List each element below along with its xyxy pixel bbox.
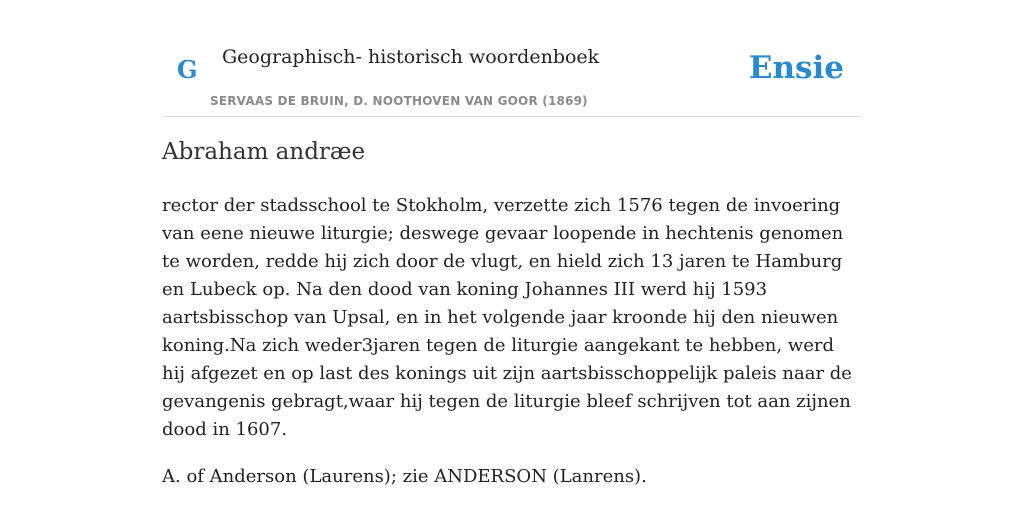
entry-title: Abraham andræe bbox=[162, 139, 366, 165]
entry-body bbox=[162, 192, 862, 491]
entry-paragraph: A. of Anderson (Laurens); zie ANDERSON (Lanrens). bbox=[162, 466, 647, 487]
book-title-link[interactable]: Geographisch- historisch woordenboek bbox=[222, 46, 600, 68]
book-header bbox=[162, 0, 862, 117]
book-authors: SERVAAS DE BRUIN, D. NOOTHOVEN VAN GOOR (1869) bbox=[210, 94, 588, 108]
index-letter-link[interactable]: G bbox=[177, 55, 198, 84]
entry-paragraph: rector der stadsschool te Stokholm, verzette zich 1576 tegen de invoering van eene nieuwe liturgie; deswege gevaar loopende in hechtenis genomen te worden, redde hij zich door de vlugt, en hield zich 13 jaren te Hamburg en Lubeck op. Na den dood van koning Johannes III werd hij 1593 aartsbisschop van Upsal, en in het volgende jaar kroonde hij den nieuwen koning.Na zich weder3jaren tegen de liturgie aangekant te hebben, werd hij afgezet en op last des konings uit zijn aartsbisschoppelijk paleis naar de gevangenis gebragt,waar hij tegen de liturgie bleef schrijven tot aan zijnen dood in 1607. bbox=[162, 195, 852, 440]
ensie-logo-link[interactable]: Ensie bbox=[748, 50, 844, 86]
